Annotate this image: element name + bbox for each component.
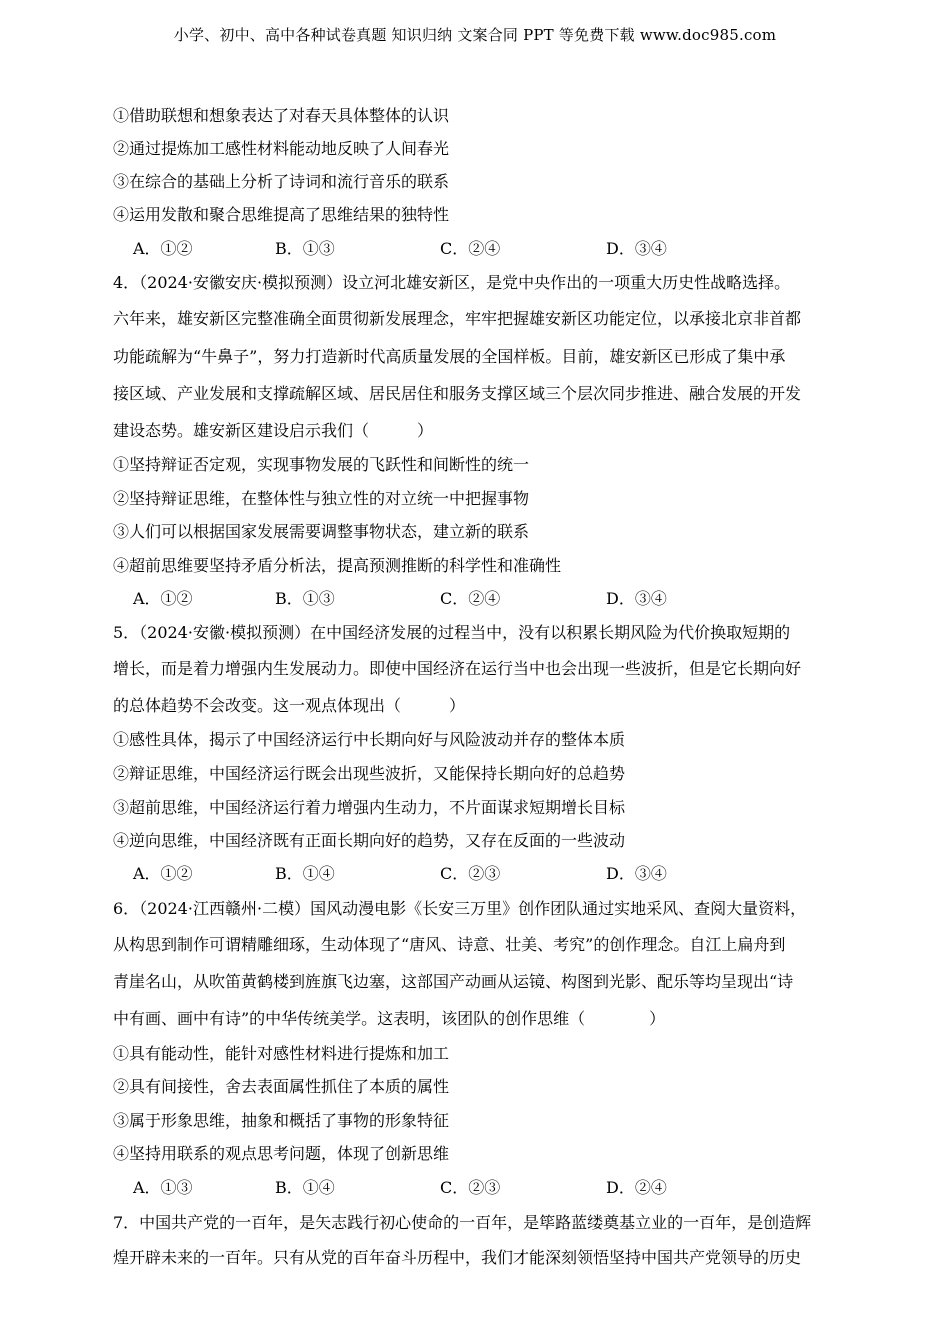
q6-statement: ③属于形象思维，抽象和概括了事物的形象特征 <box>113 1111 450 1130</box>
q4-statement: ③人们可以根据国家发展需要调整事物状态，建立新的联系 <box>113 522 530 541</box>
q6-stem: 从构思到制作可谓精雕细琢，生动体现了“唐风、诗意、壮美、考究”的创作理念。自江上扁舟到 <box>113 935 786 954</box>
q6-stem: 青崖名山，从吹笛黄鹤楼到旌旗飞边塞，这部国产动画从运镜、构图到光影、配乐等均呈现出“诗 <box>113 972 794 991</box>
option-a: A．①② <box>133 239 193 258</box>
option-a: A．①③ <box>133 1178 193 1197</box>
option-b: B．①④ <box>275 864 335 883</box>
q7-stem: 7．中国共产党的一百年，是矢志践行初心使命的一百年，是筚路蓝缕奠基立业的一百年，是创造辉 <box>113 1213 812 1232</box>
option-c: C．②④ <box>440 239 501 258</box>
option-d: D．③④ <box>606 239 667 258</box>
q6-statement: ②具有间接性，舍去表面属性抓住了本质的属性 <box>113 1077 450 1096</box>
q6-statement: ④坚持用联系的观点思考问题，体现了创新思维 <box>113 1144 450 1163</box>
q5-statement: ④逆向思维，中国经济既有正面长期向好的趋势，又存在反面的一些波动 <box>113 831 626 850</box>
q6-stem: 中有画、画中有诗”的中华传统美学。这表明，该团队的创作思维（ ） <box>113 1009 666 1028</box>
q4-stem: 六年来，雄安新区完整准确全面贯彻新发展理念，牢牢把握雄安新区功能定位，以承接北京非首都 <box>113 309 802 328</box>
q3-statement: ③在综合的基础上分析了诗词和流行音乐的联系 <box>113 172 450 191</box>
option-d: D．③④ <box>606 864 667 883</box>
q4-statement: ②坚持辩证思维，在整体性与独立性的对立统一中把握事物 <box>113 489 530 508</box>
q5-stem: 增长，而是着力增强内生发展动力。即使中国经济在运行当中也会出现一些波折，但是它长期向好 <box>113 659 802 678</box>
option-b: B．①④ <box>275 1178 335 1197</box>
q6-statement: ①具有能动性，能针对感性材料进行提炼和加工 <box>113 1044 450 1063</box>
q5-statement: ①感性具体，揭示了中国经济运行中长期向好与风险波动并存的整体本质 <box>113 730 626 749</box>
option-c: C．②③ <box>440 1178 501 1197</box>
option-c: C．②③ <box>440 864 501 883</box>
q5-statement: ②辩证思维，中国经济运行既会出现些波折，又能保持长期向好的总趋势 <box>113 764 626 783</box>
option-b: B．①③ <box>275 239 335 258</box>
q6-stem: 6．（2024·江西赣州·二模）国风动漫电影《长安三万里》创作团队通过实地采风、查阅大量资料， <box>113 899 807 918</box>
option-c: C．②④ <box>440 589 501 608</box>
option-d: D．③④ <box>606 589 667 608</box>
q3-statement: ①借助联想和想象表达了对春天具体整体的认识 <box>113 106 450 125</box>
q4-stem: 4．（2024·安徽安庆·模拟预测）设立河北雄安新区，是党中央作出的一项重大历史性战略选择。 <box>113 273 791 292</box>
q4-stem: 接区域、产业发展和支撑疏解区域、居民居住和服务支撑区域三个层次同步推进、融合发展的开发 <box>113 384 802 403</box>
q4-stem: 建设态势。雄安新区建设启示我们（ ） <box>113 421 434 440</box>
q5-stem: 的总体趋势不会改变。这一观点体现出（ ） <box>113 696 466 715</box>
q5-statement: ③超前思维，中国经济运行着力增强内生动力，不片面谋求短期增长目标 <box>113 798 626 817</box>
q4-statement: ④超前思维要坚持矛盾分析法，提高预测推断的科学性和准确性 <box>113 556 562 575</box>
q3-statement: ④运用发散和聚合思维提高了思维结果的独特性 <box>113 205 450 224</box>
q4-stem: 功能疏解为“牛鼻子”，努力打造新时代高质量发展的全国样板。目前，雄安新区已形成了集中承 <box>113 347 786 366</box>
option-d: D．②④ <box>606 1178 667 1197</box>
page-header: 小学、初中、高中各种试卷真题 知识归纳 文案合同 PPT 等免费下载 www.doc985.com <box>173 26 777 44</box>
option-a: A．①② <box>133 864 193 883</box>
q4-statement: ①坚持辩证否定观，实现事物发展的飞跃性和间断性的统一 <box>113 455 530 474</box>
q5-stem: 5．（2024·安徽·模拟预测）在中国经济发展的过程当中，没有以积累长期风险为代价换取短期的 <box>113 623 791 642</box>
option-b: B．①③ <box>275 589 335 608</box>
q7-stem: 煌开辟未来的一百年。只有从党的百年奋斗历程中，我们才能深刻领悟坚持中国共产党领导的历史 <box>113 1248 802 1267</box>
option-a: A．①② <box>133 589 193 608</box>
q3-statement: ②通过提炼加工感性材料能动地反映了人间春光 <box>113 139 450 158</box>
